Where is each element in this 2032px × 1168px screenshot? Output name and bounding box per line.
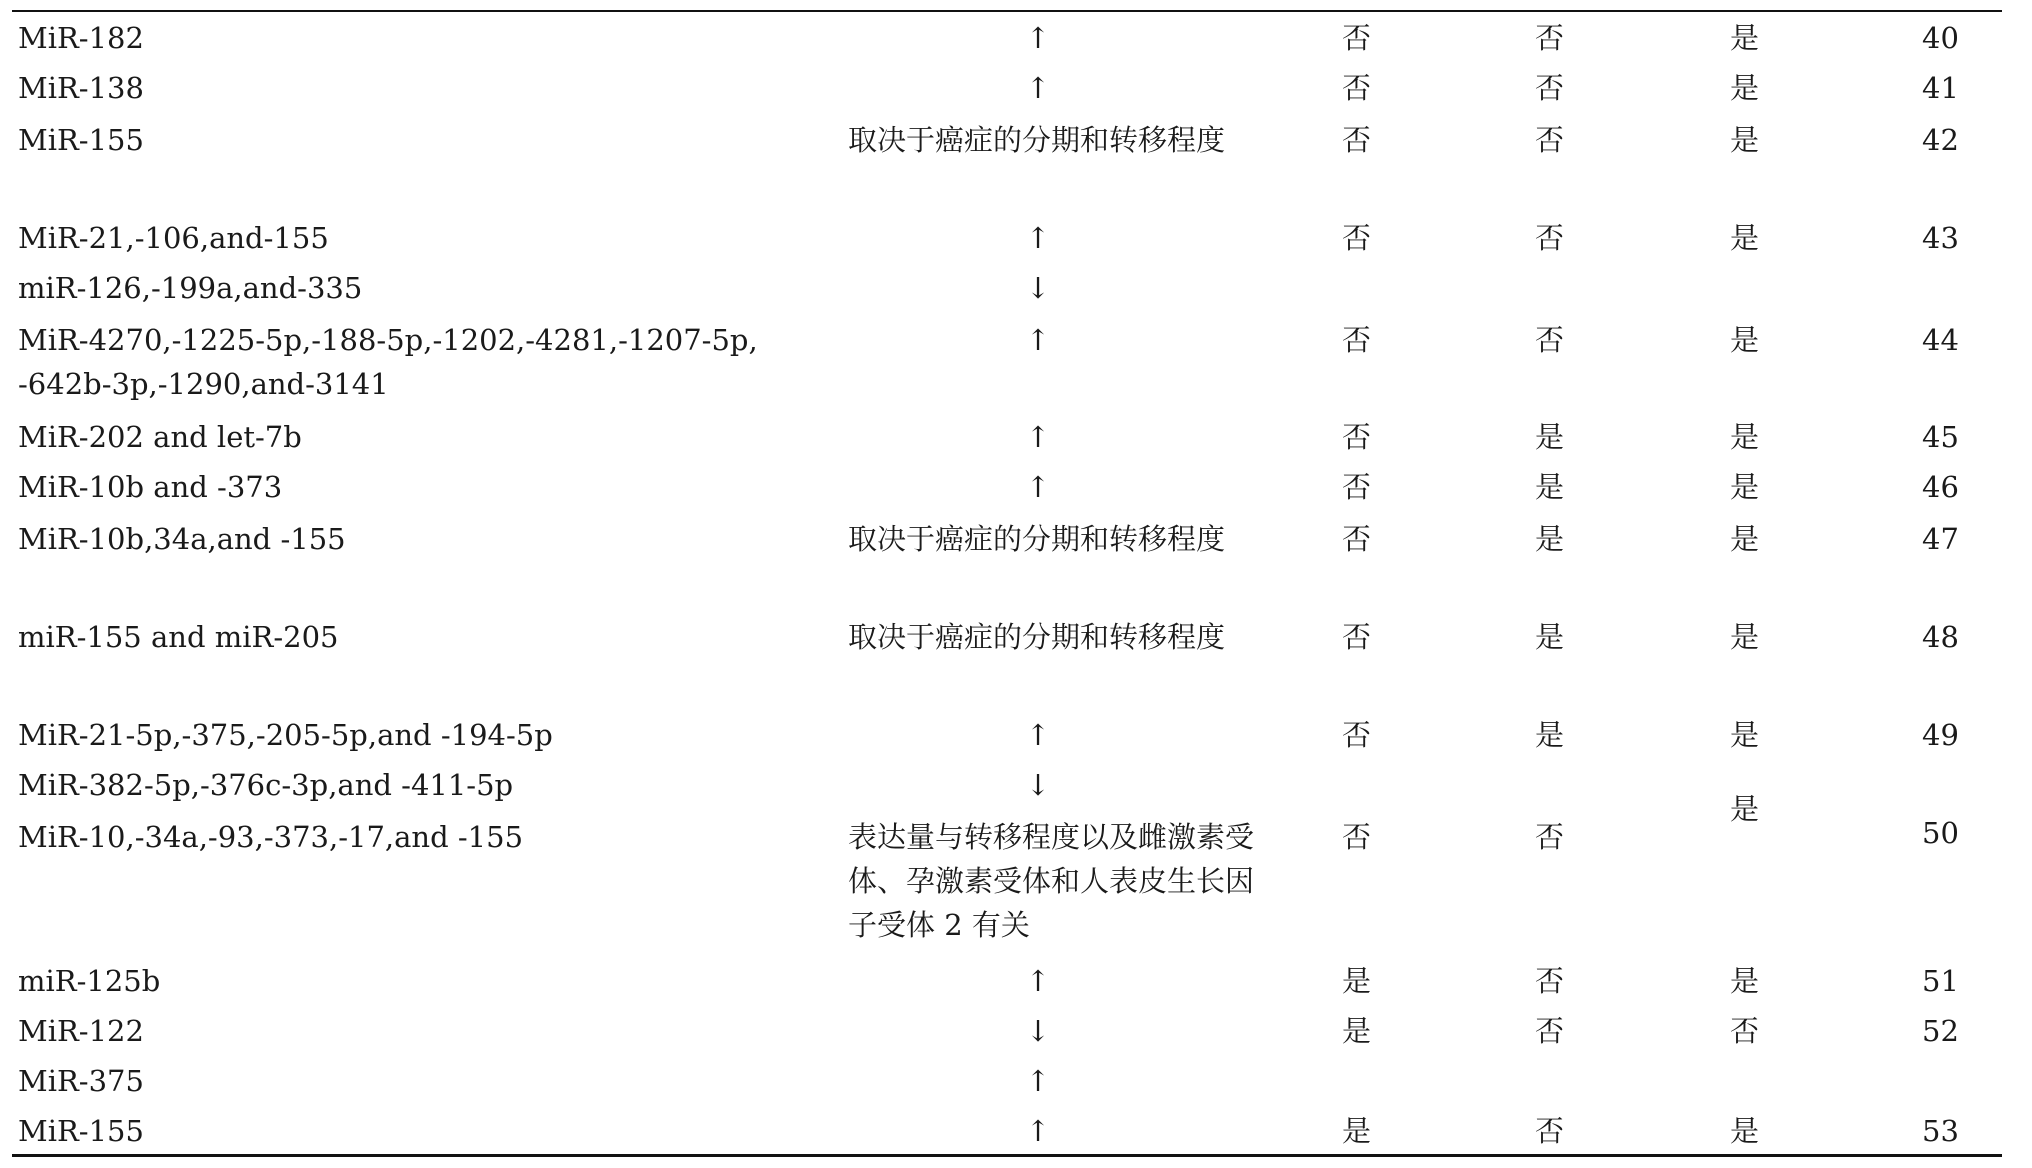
- table-row: [12, 266, 2002, 318]
- table-body: [12, 16, 2002, 1159]
- ref-cell: 53: [1922, 1114, 1959, 1148]
- ref-cell: 41: [1922, 71, 1959, 105]
- col-b-cell: 否: [1535, 221, 1565, 255]
- col-b-cell: 否: [1535, 820, 1565, 854]
- col-c-cell: 是: [1730, 21, 1760, 55]
- table-row: [12, 1059, 2002, 1109]
- ref-cell: 49: [1922, 718, 1959, 752]
- expression-cell: ↑: [1025, 221, 1051, 255]
- mirna-cell: MiR-122: [18, 1014, 144, 1048]
- col-a-cell: 否: [1342, 820, 1372, 854]
- mirna-cell: MiR-382-5p,-376c-3p,and -411-5p: [18, 768, 514, 802]
- col-b-cell: 是: [1535, 470, 1565, 504]
- col-c-cell: 是: [1730, 323, 1760, 357]
- expression-cell: ↓: [1025, 1014, 1051, 1048]
- expression-cell: ↑: [1025, 964, 1051, 998]
- col-c-cell: 是: [1730, 718, 1760, 752]
- ref-cell: 50: [1922, 816, 1959, 850]
- col-b-cell: 否: [1535, 71, 1565, 105]
- table-row: [12, 615, 2002, 713]
- col-a-cell: 是: [1342, 1014, 1372, 1048]
- ref-cell: 43: [1922, 221, 1959, 255]
- table-row: [12, 1109, 2002, 1159]
- ref-cell: 51: [1922, 964, 1959, 998]
- mirna-cell: MiR-4270,-1225-5p,-188-5p,-1202,-4281,-1207-5p, -642b-3p,-1290,and-3141: [18, 323, 758, 401]
- col-c-cell: 是: [1730, 123, 1760, 157]
- table-row: [12, 118, 2002, 216]
- mirna-cell: miR-125b: [18, 964, 161, 998]
- expression-cell: 取决于癌症的分期和转移程度: [848, 522, 1226, 556]
- col-b-cell: 否: [1535, 21, 1565, 55]
- table-row: [12, 815, 2002, 959]
- col-a-cell: 否: [1342, 522, 1372, 556]
- expression-cell: ↑: [1025, 1064, 1051, 1098]
- col-a-cell: 否: [1342, 71, 1372, 105]
- mirna-cell: MiR-202 and let-7b: [18, 420, 302, 454]
- expression-cell: ↑: [1025, 470, 1051, 504]
- ref-cell: 48: [1922, 620, 1959, 654]
- mirna-cell: MiR-138: [18, 71, 144, 105]
- expression-cell: ↓: [1025, 271, 1051, 305]
- table-row: [12, 216, 2002, 266]
- col-a-cell: 否: [1342, 718, 1372, 752]
- col-a-cell: 是: [1342, 964, 1372, 998]
- col-c-cell: 是: [1730, 620, 1760, 654]
- col-a-cell: 否: [1342, 123, 1372, 157]
- ref-cell: 42: [1922, 123, 1959, 157]
- mirna-cell: MiR-21,-106,and-155: [18, 221, 329, 255]
- table-row: [12, 415, 2002, 465]
- table-row: [12, 517, 2002, 615]
- col-b-cell: 否: [1535, 1014, 1565, 1048]
- table-row: [12, 763, 2002, 826]
- col-b-cell: 否: [1535, 964, 1565, 998]
- ref-cell: 47: [1922, 522, 1959, 556]
- table-row: [12, 318, 2002, 415]
- mirna-cell: miR-126,-199a,and-335: [18, 271, 363, 305]
- col-b-cell: 否: [1535, 1114, 1565, 1148]
- table-row: [12, 959, 2002, 1009]
- col-b-cell: 否: [1535, 323, 1565, 357]
- mirna-cell: MiR-375: [18, 1064, 144, 1098]
- col-c-cell: 否: [1730, 1014, 1760, 1048]
- expression-cell: ↑: [1025, 420, 1051, 454]
- col-c-cell: 是: [1730, 420, 1760, 454]
- mirna-cell: miR-155 and miR-205: [18, 620, 339, 654]
- expression-cell: 表达量与转移程度以及雌激素受体、孕激素受体和人表皮生长因子受体 2 有关: [848, 820, 1255, 942]
- table-top-rule: [12, 10, 2002, 12]
- table-row: [12, 713, 2002, 763]
- ref-cell: 45: [1922, 420, 1959, 454]
- expression-cell: ↑: [1025, 21, 1051, 55]
- expression-cell: ↑: [1025, 718, 1051, 752]
- col-a-cell: 是: [1342, 1114, 1372, 1148]
- mirna-cell: MiR-155: [18, 123, 144, 157]
- col-b-cell: 否: [1535, 123, 1565, 157]
- expression-cell: 取决于癌症的分期和转移程度: [848, 123, 1226, 157]
- col-c-cell: 是: [1730, 522, 1760, 556]
- col-a-cell: 否: [1342, 21, 1372, 55]
- expression-cell: ↑: [1025, 71, 1051, 105]
- col-c-cell: 是: [1730, 71, 1760, 105]
- col-b-cell: 是: [1535, 420, 1565, 454]
- table-row: [12, 465, 2002, 517]
- ref-cell: 46: [1922, 470, 1959, 504]
- col-c-cell: 是: [1730, 221, 1760, 255]
- col-c-cell: 是: [1730, 1114, 1760, 1148]
- col-a-cell: 否: [1342, 221, 1372, 255]
- mirna-cell: MiR-21-5p,-375,-205-5p,and -194-5p: [18, 718, 553, 752]
- expression-cell: ↓: [1025, 768, 1051, 802]
- mirna-table: [12, 10, 2002, 1157]
- mirna-cell: MiR-10,-34a,-93,-373,-17,and -155: [18, 820, 524, 854]
- col-b-cell: 是: [1535, 522, 1565, 556]
- col-c-cell: 是: [1730, 964, 1760, 998]
- col-c-cell: 是: [1730, 470, 1760, 504]
- mirna-cell: MiR-10b and -373: [18, 470, 283, 504]
- col-b-cell: 是: [1535, 718, 1565, 752]
- mirna-cell: MiR-10b,34a,and -155: [18, 522, 346, 556]
- table-row: [12, 16, 2002, 66]
- ref-cell: 52: [1922, 1014, 1959, 1048]
- mirna-cell: MiR-182: [18, 21, 144, 55]
- col-c-cell: 是: [1730, 792, 1760, 826]
- expression-cell: 取决于癌症的分期和转移程度: [848, 620, 1226, 654]
- col-a-cell: 否: [1342, 470, 1372, 504]
- table-row: [12, 1009, 2002, 1059]
- col-b-cell: 是: [1535, 620, 1565, 654]
- mirna-cell: MiR-155: [18, 1114, 144, 1148]
- col-a-cell: 否: [1342, 420, 1372, 454]
- table-bottom-rule: [12, 1154, 2002, 1157]
- expression-cell: ↑: [1025, 1114, 1051, 1148]
- ref-cell: 44: [1922, 323, 1959, 357]
- expression-cell: ↑: [1025, 323, 1051, 357]
- col-a-cell: 否: [1342, 323, 1372, 357]
- col-a-cell: 否: [1342, 620, 1372, 654]
- ref-cell: 40: [1922, 21, 1959, 55]
- table-row: [12, 66, 2002, 118]
